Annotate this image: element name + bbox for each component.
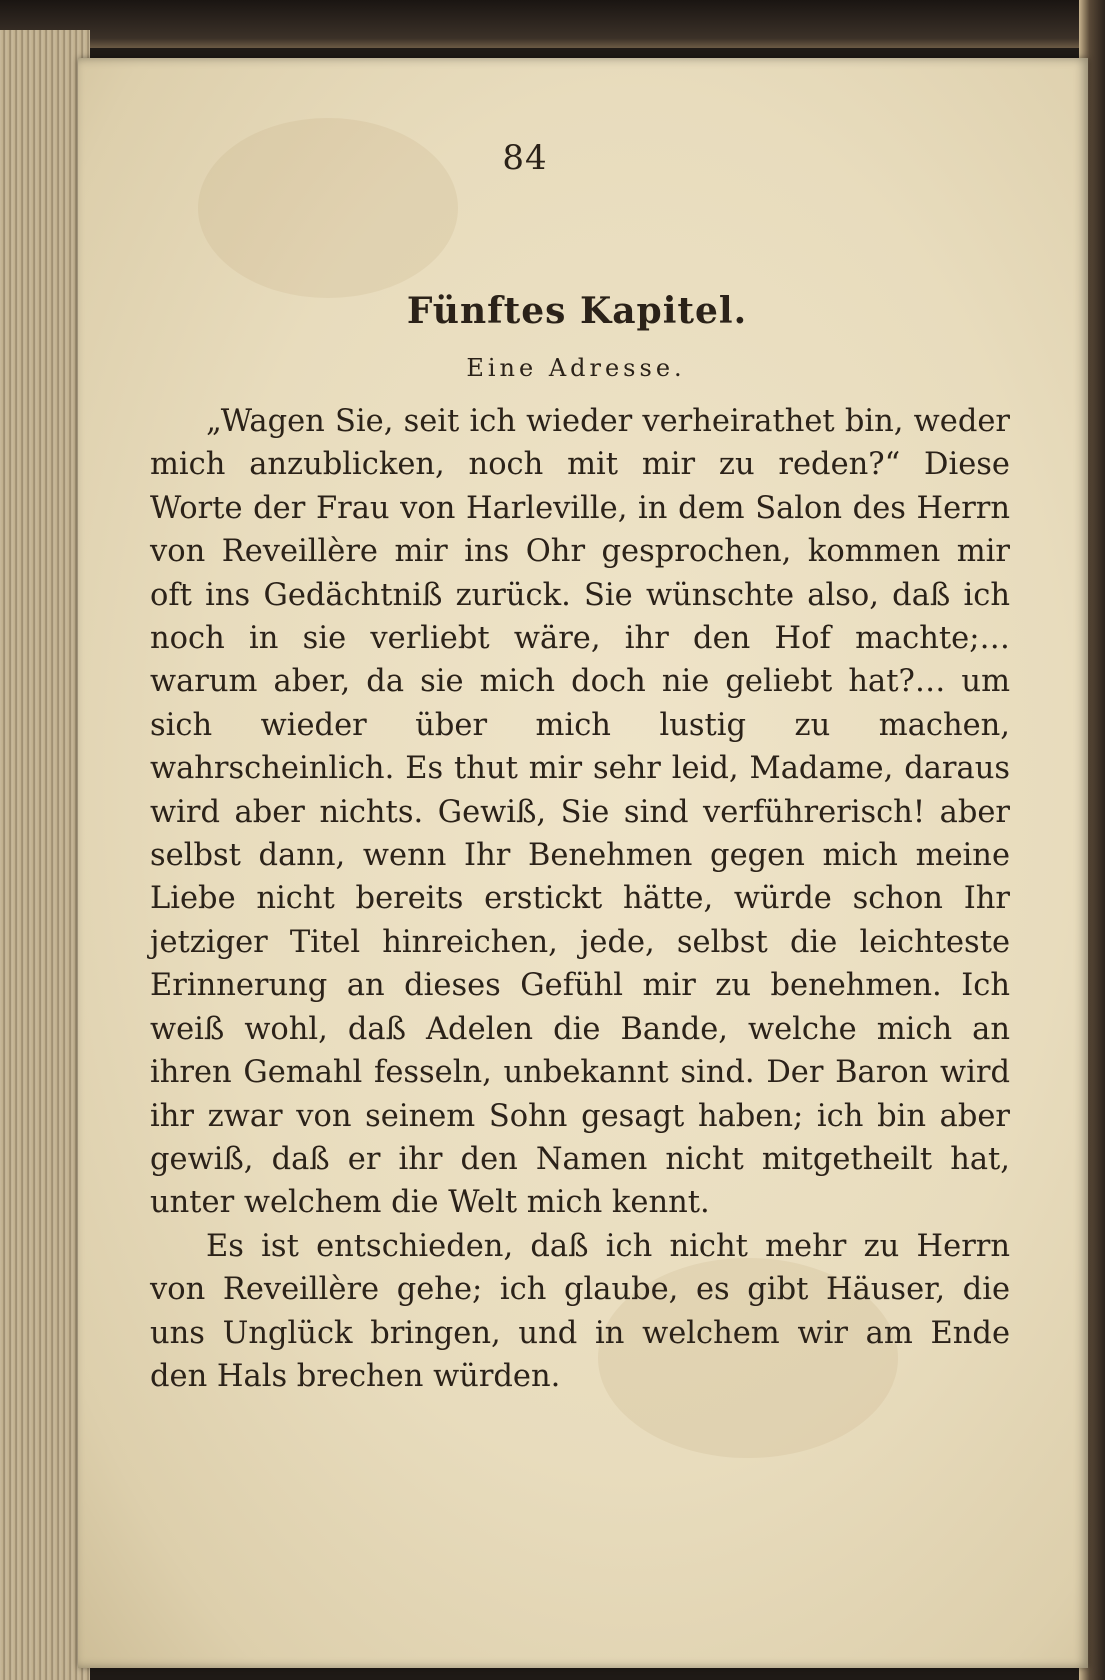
- chapter-title: Fünftes Kapitel.: [406, 290, 748, 332]
- page-edges: [0, 30, 90, 1680]
- scan-background-top: [0, 0, 1105, 48]
- paragraph: „Wagen Sie, seit ich wieder verheirathet bin, weder mich anzublicken, noch mit mir zu reden?“ Diese Worte der Frau von Harleville, in dem Salon des Herrn von Reveillère mir ins Ohr gesprochen, kommen mir oft ins Gedächtniß zurück. Sie wünschte also, daß ich noch in sie verliebt wäre, ihr den Hof machte;… warum aber, da sie mich doch nie geliebt hat?… um sich wieder über mich lustig zu machen, wahrscheinlich. Es thut mir sehr leid, Madame, daraus wird aber nichts. Gewiß, Sie sind verführerisch! aber selbst dann, wenn Ihr Benehmen gegen mich meine Liebe nicht bereits erstickt hätte, würde schon Ihr jetziger Titel hinreichen, jede, selbst die leichteste Erinnerung an dieses Gefühl mir zu benehmen. Ich weiß wohl, daß Adelen die Bande, welche mich an ihren Gemahl fesseln, unbekannt sind. Der Baron wird ihr zwar von seinem Sohn gesagt haben; ich bin aber gewiß, daß er ihr den Namen nicht mitgetheilt hat, unter welchem die Welt mich kennt.: [150, 404, 1010, 1221]
- paragraph: Es ist entschieden, daß ich nicht mehr zu Herrn von Reveillère gehe; ich glaube, es gibt Häuser, die uns Unglück bringen, und in welchem wir am Ende den Hals brechen würden.: [150, 1228, 1010, 1394]
- chapter-subtitle: Eine Adresse.: [466, 354, 686, 382]
- page-number: 84: [502, 138, 548, 178]
- page-text: [150, 118, 1010, 1398]
